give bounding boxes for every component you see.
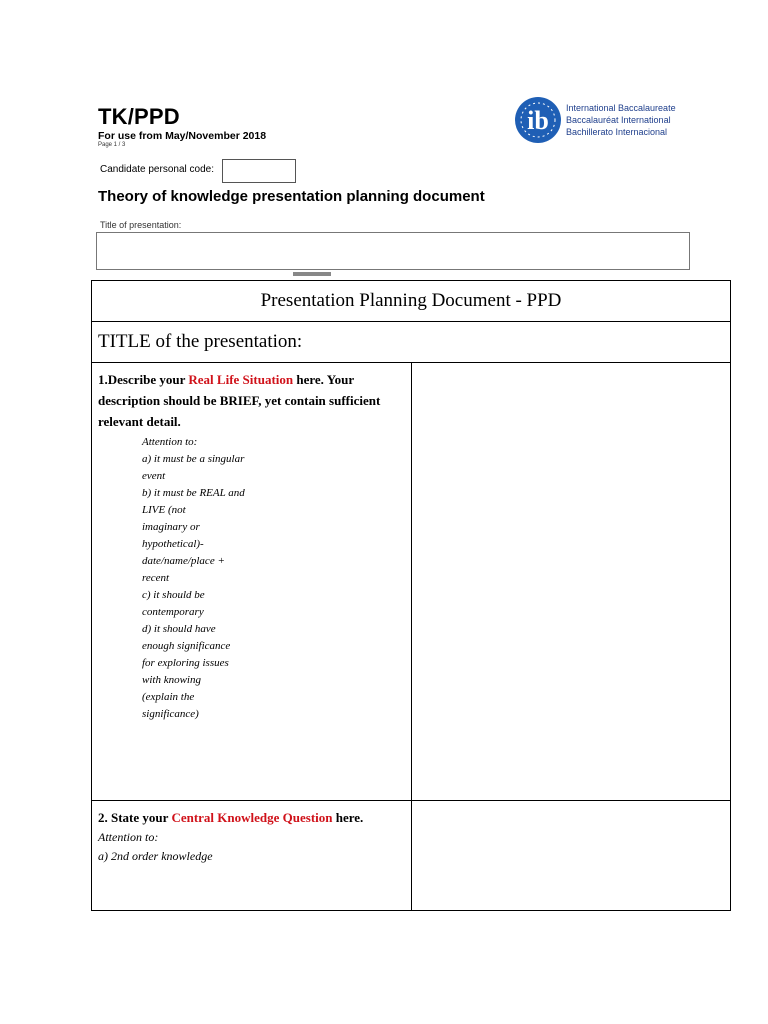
kq-prompt-cell bbox=[92, 801, 412, 911]
page-indicator: Page 1 / 3 bbox=[98, 142, 126, 148]
org-name-es: Bachillerato Internacional bbox=[566, 127, 668, 137]
form-document-title: Theory of knowledge presentation planning document bbox=[98, 188, 485, 205]
rls-highlight: Real Life Situation bbox=[188, 372, 294, 387]
kq-highlight: Central Knowledge Question bbox=[171, 810, 333, 825]
rls-answer-cell[interactable] bbox=[411, 363, 731, 801]
ppd-table bbox=[91, 280, 731, 911]
rls-attention-list: Attention to: a) it must be a singular event b) it must be REAL and LIVE (not imaginary or hypothetical)- date/name/place + recent c) it should be contemporary d) it should have enough significance for exploring issues with knowing (explain the significance) bbox=[142, 436, 245, 720]
ib-form-header bbox=[92, 92, 700, 278]
org-name-en: International Baccalaureate bbox=[566, 103, 676, 113]
scan-divider-mark bbox=[293, 272, 331, 276]
presentation-title-row[interactable]: TITLE of the presentation: bbox=[92, 322, 731, 363]
ib-organisation-names bbox=[566, 102, 676, 138]
table-heading: Presentation Planning Document - PPD bbox=[92, 281, 731, 322]
kq-question: 2. State your Central Knowledge Question here. bbox=[98, 810, 364, 825]
title-of-presentation-field[interactable] bbox=[96, 232, 690, 270]
rls-prompt-cell bbox=[92, 363, 412, 801]
for-use-note: For use from May/November 2018 bbox=[98, 130, 267, 142]
rls-question: 1.Describe your Real Life Situation here. Your description should be BRIEF, yet contain sufficient relevant detail. bbox=[98, 372, 381, 429]
table-row-knowledge-question bbox=[92, 801, 731, 911]
candidate-code-label: Candidate personal code: bbox=[100, 164, 214, 175]
kq-attention-list: Attention to: a) 2nd order knowledge bbox=[98, 830, 213, 863]
org-name-fr: Baccalauréat International bbox=[566, 115, 671, 125]
table-row-real-life-situation bbox=[92, 363, 731, 801]
kq-answer-cell[interactable] bbox=[411, 801, 731, 911]
candidate-code-field[interactable] bbox=[222, 159, 296, 183]
form-code: TK/PPD bbox=[98, 104, 180, 129]
title-of-presentation-label: Title of presentation: bbox=[100, 220, 182, 230]
ib-logo-icon bbox=[514, 96, 562, 144]
ib-logo-letters: ib bbox=[527, 106, 549, 135]
